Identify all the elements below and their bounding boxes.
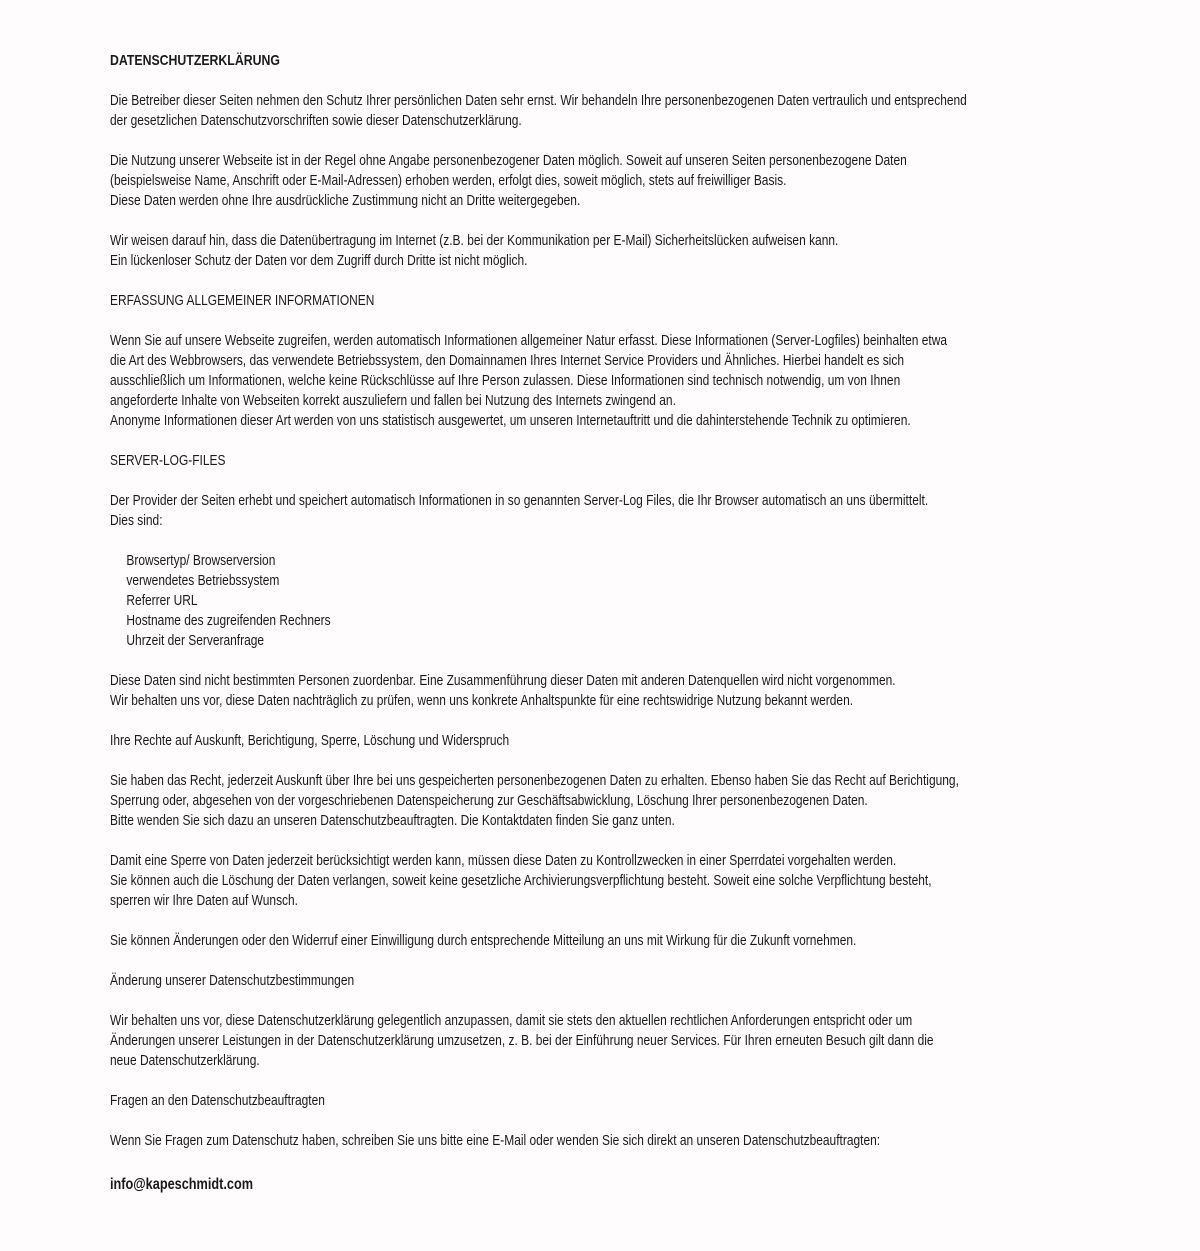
text-line: der gesetzlichen Datenschutzvorschriften sowie dieser Datenschutzerklärung. bbox=[110, 113, 522, 129]
list-item: Hostname des zugreifenden Rechners bbox=[126, 613, 331, 629]
text-line: Bitte wenden Sie sich dazu an unseren Datenschutzbeauftragten. Die Kontaktdaten finden Sie ganz unten. bbox=[110, 813, 675, 829]
text-line: Die Betreiber dieser Seiten nehmen den Schutz Ihrer persönlichen Daten sehr ernst. Wir behandeln Ihre personenbezogenen Daten vertraulich und entsprechend bbox=[110, 93, 967, 109]
text-line: neue Datenschutzerklärung. bbox=[110, 1053, 260, 1069]
rights-paragraph-1 bbox=[110, 771, 1078, 831]
text-line: Sperrung oder, abgesehen von der vorgeschriebenen Datenspeicherung zur Geschäftsabwicklung, Löschung Ihrer personenbezogenen Daten. bbox=[110, 793, 868, 809]
logfiles-paragraph-1 bbox=[110, 491, 1078, 531]
text-line: Damit eine Sperre von Daten jederzeit berücksichtigt werden kann, müssen diese Daten zu Kontrollzwecken in einer Sperrdatei vorgehalten werden. bbox=[110, 853, 897, 869]
section-heading-changes: Änderung unserer Datenschutzbestimmungen bbox=[110, 973, 355, 989]
privacy-policy-document bbox=[110, 51, 1078, 1195]
text-line: Sie können auch die Löschung der Daten verlangen, soweit keine gesetzliche Archivierungsverpflichtung besteht. Soweit eine solche Verpflichtung besteht, bbox=[110, 873, 932, 889]
text-line: die Art des Webbrowsers, das verwendete Betriebssystem, den Domainnamen Ihres Internet Service Providers und Ähnliches. Hierbei handelt es sich bbox=[110, 353, 904, 369]
text-line: sperren wir Ihre Daten auf Wunsch. bbox=[110, 893, 299, 909]
intro-paragraph-3 bbox=[110, 231, 1078, 271]
section-heading-server-log-files: SERVER-LOG-FILES bbox=[110, 453, 226, 469]
rights-paragraph-2 bbox=[110, 851, 1078, 911]
list-item: Uhrzeit der Serveranfrage bbox=[126, 633, 265, 649]
changes-paragraph bbox=[110, 1011, 1078, 1071]
text-line: Wir weisen darauf hin, dass die Datenübertragung im Internet (z.B. bei der Kommunikation per E-Mail) Sicherheitslücken aufweisen kann. bbox=[110, 233, 839, 249]
intro-paragraph-1 bbox=[110, 91, 1078, 131]
section-heading-questions: Fragen an den Datenschutzbeauftragten bbox=[110, 1093, 325, 1109]
questions-paragraph bbox=[110, 1131, 1078, 1151]
section-heading-general-info: ERFASSUNG ALLGEMEINER INFORMATIONEN bbox=[110, 293, 375, 309]
text-line: angeforderte Inhalte von Webseiten korrekt auszuliefern und fallen bei Nutzung des Internets zwingend an. bbox=[110, 393, 676, 409]
text-line: Ein lückenloser Schutz der Daten vor dem Zugriff durch Dritte ist nicht möglich. bbox=[110, 253, 528, 269]
section-heading-rights: Ihre Rechte auf Auskunft, Berichtigung, Sperre, Löschung und Widerspruch bbox=[110, 733, 510, 749]
text-line: Wenn Sie auf unsere Webseite zugreifen, werden automatisch Informationen allgemeiner Natur erfasst. Diese Informationen (Server-Logfiles) beinhalten etwa bbox=[110, 333, 948, 349]
text-line: Dies sind: bbox=[110, 513, 163, 529]
text-line: Sie können Änderungen oder den Widerruf einer Einwilligung durch entsprechende Mitteilung an uns mit Wirkung für die Zukunft vornehmen. bbox=[110, 933, 857, 949]
text-line: Anonyme Informationen dieser Art werden von uns statistisch ausgewertet, um unseren Internetauftritt und die dahinterstehende Technik zu optimieren. bbox=[110, 413, 911, 429]
rights-paragraph-3 bbox=[110, 931, 1078, 951]
general-info-paragraph bbox=[110, 331, 1078, 431]
text-line: Wenn Sie Fragen zum Datenschutz haben, schreiben Sie uns bitte eine E-Mail oder wenden Sie sich direkt an unseren Datenschutzbeauftragten: bbox=[110, 1133, 881, 1149]
logfiles-list bbox=[110, 551, 1078, 651]
intro-paragraph-2 bbox=[110, 151, 1078, 211]
text-line: Diese Daten sind nicht bestimmten Personen zuordenbar. Eine Zusammenführung dieser Daten mit anderen Datenquellen wird nicht vorgenommen. bbox=[110, 673, 896, 689]
text-line: ausschließlich um Informationen, welche keine Rückschlüsse auf Ihre Person zulassen. Diese Informationen sind technisch notwendig, um von Ihnen bbox=[110, 373, 901, 389]
list-item: Browsertyp/ Browserversion bbox=[126, 553, 276, 569]
logfiles-paragraph-2 bbox=[110, 671, 1078, 711]
text-line: (beispielsweise Name, Anschrift oder E-Mail-Adressen) erhoben werden, erfolgt dies, soweit möglich, stets auf freiwilliger Basis. bbox=[110, 173, 787, 189]
list-item: Referrer URL bbox=[126, 593, 198, 609]
page-title: DATENSCHUTZERKLÄRUNG bbox=[110, 52, 280, 69]
text-line: Sie haben das Recht, jederzeit Auskunft über Ihre bei uns gespeicherten personenbezogenen Daten zu erhalten. Ebenso haben Sie das Recht auf Berichtigung, bbox=[110, 773, 959, 789]
text-line: Die Nutzung unserer Webseite ist in der Regel ohne Angabe personenbezogener Daten möglich. Soweit auf unseren Seiten personenbezogene Daten bbox=[110, 153, 907, 169]
text-line: Der Provider der Seiten erhebt und speichert automatisch Informationen in so genannten Server-Log Files, die Ihr Browser automatisch an uns übermittelt. bbox=[110, 493, 929, 509]
text-line: Diese Daten werden ohne Ihre ausdrückliche Zustimmung nicht an Dritte weitergegeben. bbox=[110, 193, 581, 209]
text-line: Änderungen unserer Leistungen in der Datenschutzerklärung umzusetzen, z. B. bei der Einführung neuer Services. Für Ihren erneuten Besuch gilt dann die bbox=[110, 1033, 934, 1049]
text-line: Wir behalten uns vor, diese Daten nachträglich zu prüfen, wenn uns konkrete Anhaltspunkte für eine rechtswidrige Nutzung bekannt werden. bbox=[110, 693, 854, 709]
contact-email-link[interactable]: info@kapeschmidt.com bbox=[110, 1176, 254, 1193]
list-item: verwendetes Betriebssystem bbox=[126, 573, 280, 589]
text-line: Wir behalten uns vor, diese Datenschutzerklärung gelegentlich anzupassen, damit sie stets den aktuellen rechtlichen Anforderungen entspricht oder um bbox=[110, 1013, 913, 1029]
